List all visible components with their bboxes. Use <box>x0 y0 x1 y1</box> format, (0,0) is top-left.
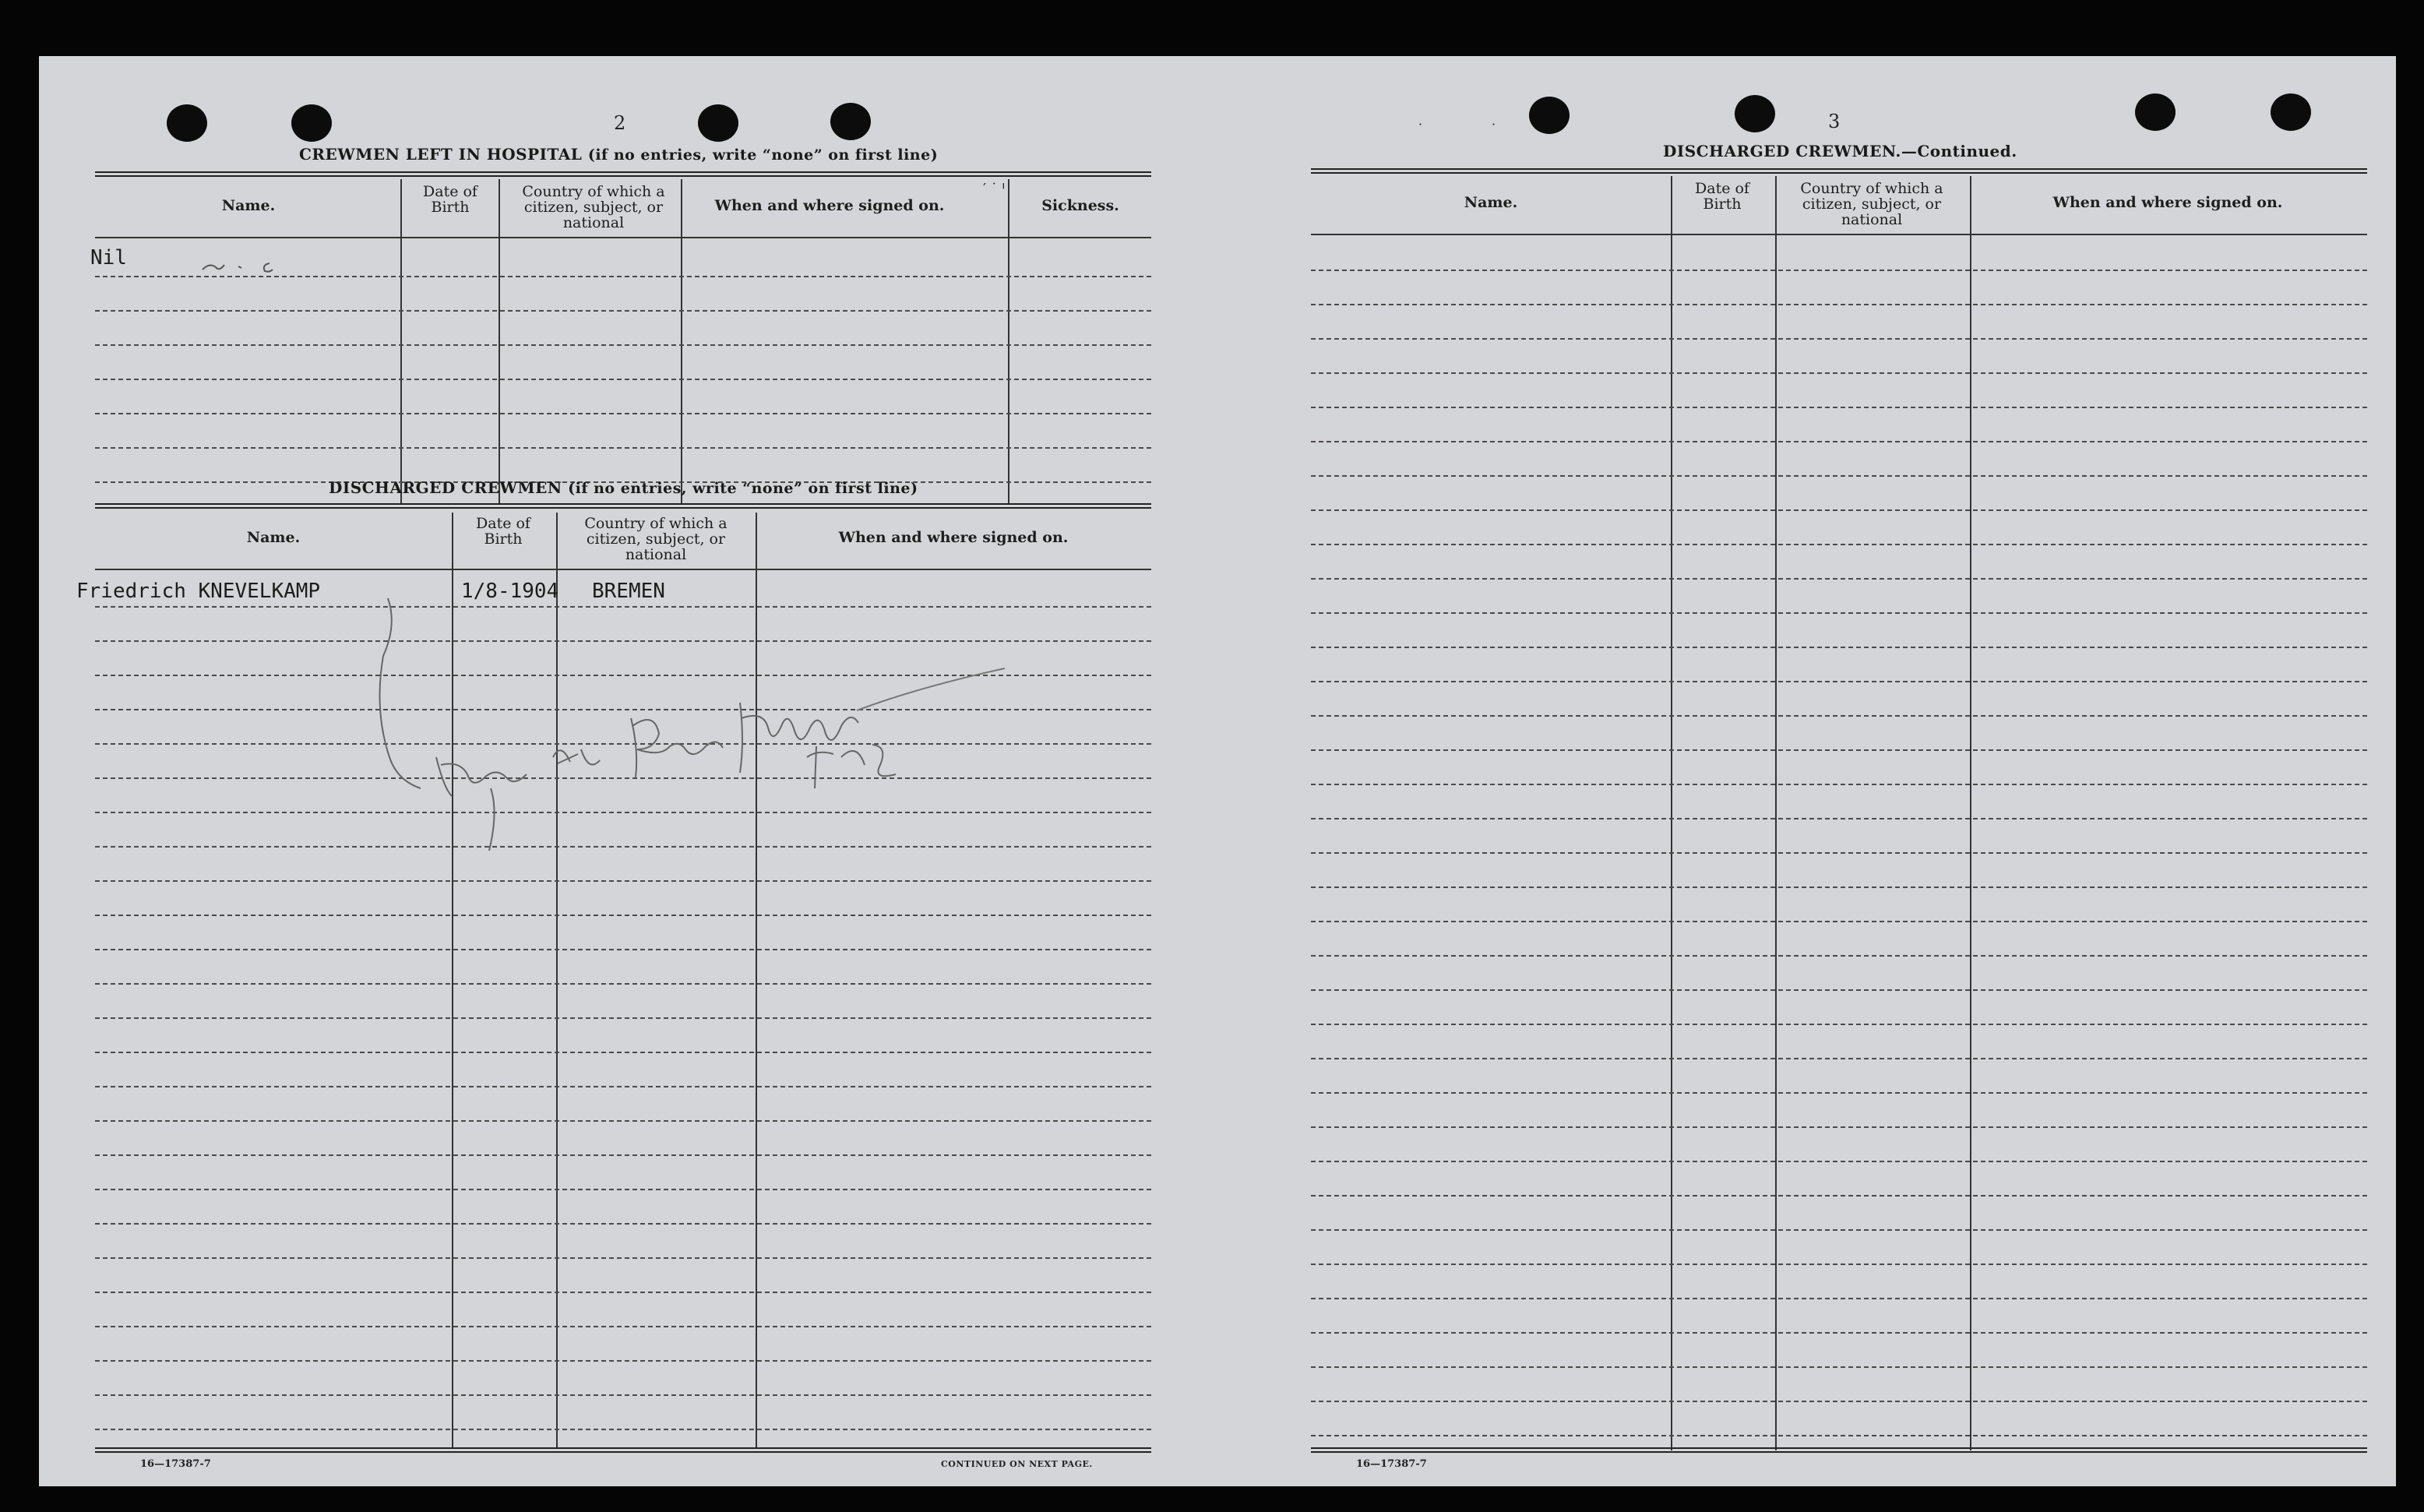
entry-line <box>95 447 1151 449</box>
entry-line <box>1311 1366 2367 1368</box>
entry-line <box>95 949 1151 950</box>
left-page <box>39 56 1217 1486</box>
punch-hole <box>698 104 738 142</box>
hospital-col-sickness: Sickness. <box>1041 197 1119 214</box>
entry-line <box>1311 1161 2367 1162</box>
right-header-rule <box>1311 234 2367 235</box>
hospital-top-rule <box>95 171 1151 177</box>
entry-line <box>1311 1229 2367 1231</box>
page-number: 2 <box>614 112 626 134</box>
entry-line <box>1311 1092 2367 1094</box>
punch-hole <box>2271 93 2311 131</box>
discharged-top-rule <box>95 503 1151 509</box>
entry-line <box>1311 1126 2367 1128</box>
entry-line <box>95 379 1151 380</box>
entry-line <box>1311 544 2367 545</box>
entry-line <box>95 1326 1151 1327</box>
entry-line <box>1311 749 2367 751</box>
discharged-bottom-rule <box>95 1447 1151 1453</box>
discharged-row-dob: 1/8-1904 <box>461 580 559 603</box>
entry-line <box>95 310 1151 312</box>
entry-line <box>95 915 1151 916</box>
right-col-dob: Date of Birth <box>1695 180 1749 213</box>
hospital-col-divider <box>681 179 682 505</box>
entry-line <box>1311 852 2367 854</box>
entry-line <box>1311 955 2367 957</box>
right-col-signed: When and where signed on. <box>2052 194 2283 211</box>
entry-line <box>1311 921 2367 922</box>
handwritten-annotation <box>374 594 1020 858</box>
right-bottom-rule <box>1311 1447 2367 1453</box>
entry-line <box>1311 818 2367 819</box>
entry-line <box>1311 578 2367 580</box>
entry-line <box>95 983 1151 985</box>
entry-line <box>1311 1435 2367 1436</box>
right-col-divider <box>1775 176 1777 1450</box>
entry-line <box>1311 681 2367 682</box>
stray-mark: ˙ <box>1417 122 1424 138</box>
right-top-rule <box>1311 168 2367 174</box>
entry-line <box>95 1120 1151 1122</box>
entry-line <box>95 1086 1151 1087</box>
entry-line <box>1311 1024 2367 1025</box>
entry-line <box>95 1360 1151 1362</box>
form-code: 16—17387-7 <box>1356 1458 1427 1470</box>
entry-line <box>95 1394 1151 1396</box>
entry-line <box>1311 647 2367 648</box>
right-col-name: Name. <box>1464 194 1518 211</box>
entry-line <box>95 1017 1151 1019</box>
entry-line <box>1311 1264 2367 1265</box>
handwritten-mark <box>195 248 288 279</box>
entry-line <box>95 880 1151 882</box>
discharged-title-main: DISCHARGED CREWMEN <box>329 478 562 497</box>
hospital-entry-name: Nil <box>90 246 127 270</box>
hospital-col-signed: When and where signed on. <box>714 197 945 214</box>
discharged-title-note: (if no entries, write “none” on first line) <box>568 480 918 497</box>
entry-line <box>95 1292 1151 1293</box>
entry-line <box>95 344 1151 346</box>
discharged-col-name: Name. <box>246 529 301 546</box>
entry-line <box>1311 270 2367 271</box>
right-col-divider <box>1671 176 1672 1450</box>
entry-line <box>1311 989 2367 991</box>
stray-mark: ˙ <box>1490 122 1497 138</box>
entry-line <box>95 1189 1151 1190</box>
entry-line <box>1311 407 2367 408</box>
continued-note: CONTINUED ON NEXT PAGE. <box>941 1459 1093 1469</box>
right-section-title: DISCHARGED CREWMEN.—Continued. <box>1663 142 2017 160</box>
entry-line <box>1311 1332 2367 1334</box>
discharged-col-signed: When and where signed on. <box>838 529 1069 546</box>
right-page <box>1217 56 2396 1486</box>
entry-line <box>1311 1195 2367 1197</box>
discharged-row-name: Friedrich KNEVELKAMP <box>76 580 321 603</box>
entry-line <box>1311 784 2367 785</box>
hospital-title-main: CREWMEN LEFT IN HOSPITAL <box>299 145 583 164</box>
punch-hole <box>1735 95 1775 132</box>
discharged-row-country: BREMEN <box>592 580 665 603</box>
punch-hole <box>291 104 332 142</box>
stray-mark: ′ ˙ ᑊ <box>983 181 1005 197</box>
form-code: 16—17387-7 <box>140 1458 211 1470</box>
right-col-divider <box>1970 176 1971 1450</box>
entry-line <box>1311 304 2367 305</box>
hospital-col-divider <box>1008 179 1009 505</box>
punch-hole <box>830 103 871 140</box>
hospital-col-country: Country of which a citizen, subject, or national <box>522 183 665 231</box>
entry-line <box>1311 715 2367 717</box>
hospital-section-title <box>299 145 938 164</box>
hospital-col-divider <box>400 179 402 505</box>
hospital-header-rule <box>95 237 1151 238</box>
page-number: 3 <box>1828 111 1841 132</box>
hospital-col-name: Name. <box>221 197 276 214</box>
entry-line <box>95 1429 1151 1430</box>
punch-hole <box>2135 93 2176 131</box>
discharged-header-rule <box>95 569 1151 570</box>
right-col-country: Country of which a citizen, subject, or national <box>1800 180 1943 228</box>
entry-line <box>1311 338 2367 340</box>
document-sheet <box>39 56 2396 1486</box>
entry-line <box>95 413 1151 414</box>
hospital-title-note: (if no entries, write “none” on first line) <box>587 146 939 164</box>
entry-line <box>1311 1058 2367 1059</box>
entry-line <box>1311 886 2367 888</box>
entry-line <box>1311 372 2367 374</box>
discharged-col-country: Country of which a citizen, subject, or national <box>584 515 728 563</box>
hospital-col-divider <box>499 179 500 505</box>
hospital-col-dob: Date of Birth <box>423 183 477 216</box>
punch-hole <box>167 104 207 142</box>
punch-hole <box>1529 97 1570 134</box>
entry-line <box>1311 509 2367 511</box>
entry-line <box>95 1257 1151 1259</box>
entry-line <box>1311 1401 2367 1402</box>
entry-line <box>1311 475 2367 477</box>
discharged-col-dob: Date of Birth <box>476 515 530 548</box>
entry-line <box>95 1154 1151 1156</box>
entry-line <box>95 1223 1151 1225</box>
entry-line <box>1311 441 2367 442</box>
entry-line <box>95 1052 1151 1053</box>
entry-line <box>1311 1298 2367 1299</box>
entry-line <box>1311 612 2367 614</box>
discharged-section-title <box>329 478 918 497</box>
